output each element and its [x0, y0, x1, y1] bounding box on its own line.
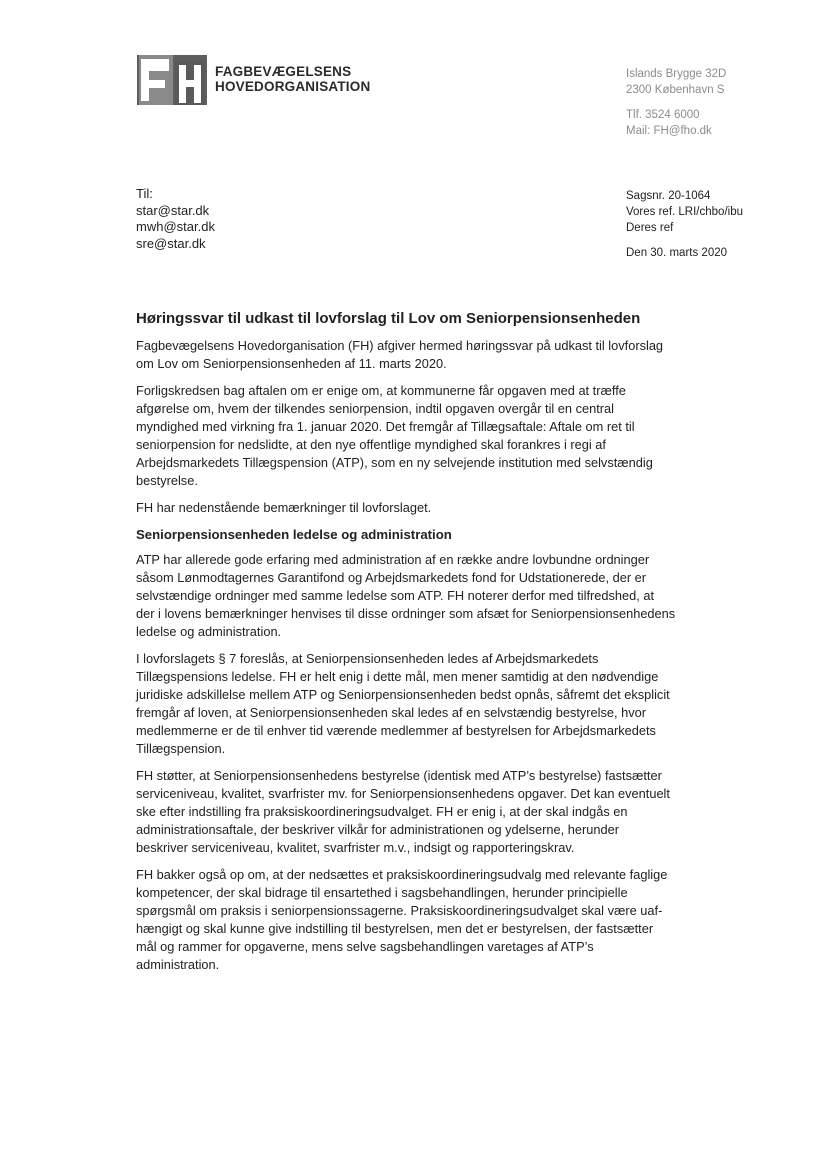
recipients: [136, 186, 215, 252]
sender-mail: Mail: FH@fho.dk: [626, 125, 712, 137]
sender-street: Islands Brygge 32D: [626, 68, 727, 80]
sender-address: [626, 66, 726, 139]
case-number: Sagsnr. 20-1064: [626, 190, 711, 202]
reference-block: [626, 188, 743, 261]
sender-phone: Tlf. 3524 6000: [626, 109, 700, 121]
section-heading: Seniorpensionsenheden ledelse og administration: [136, 527, 452, 542]
organization-name-line2: HOVEDORGANISATION: [215, 79, 371, 94]
sender-city: 2300 København S: [626, 84, 725, 96]
organization-name-line1: FAGBEVÆGELSENS: [215, 64, 352, 79]
paragraph-section-7: I lovforslagets § 7 foreslås, at Seniorpensionsenheden ledes af Arbejdsmarkedets Tillægspensions ledelse. FH er helt enig i dette mål, men mener samtidig at den nødvendige juridiske adskillelse mellem ATP og Seniorpensionsenheden bedst opnås, såfremt det eksplicit fremgår af loven, at Seniorpensionsenheden skal ledes af en selvstændig bestyrelse, hvor medlemmerne er de til enhver tid værende medlemmer af bestyrelsen for Arbejdsmarkedets Tillægspension.: [136, 651, 670, 756]
fh-logo-mark: [137, 55, 207, 105]
recipient-email: star@star.dk: [136, 202, 210, 218]
letter-title: Høringssvar til udkast til lovforslag til Lov om Seniorpensionsenheden: [136, 310, 641, 327]
paragraph-background: Forligskredsen bag aftalen om er enige om, at kommunerne får opgaven med at træffe afgørelse om, hvem der tilkendes seniorpension, indtil opgaven overgår til en central myndighed med virkning fra 1. januar 2020. Det fremgår af Tillægsaftale: Aftale om ret til seniorpension for nedslidte, at den nye offentlige myndighed skal forankres i regi af Arbejdsmarkedets Tillægspension (ATP), som en ny selvejende institution med selvstændig bestyrelse.: [136, 383, 653, 488]
paragraph-intro: Fagbevægelsens Hovedorganisation (FH) afgiver hermed høringssvar på udkast til lovforslag om Lov om Seniorpensionsenheden af 11. marts 2020.: [136, 338, 664, 371]
your-reference: Deres ref: [626, 222, 674, 234]
letter-body: [136, 310, 696, 983]
paragraph-board: FH støtter, at Seniorpensionsenhedens bestyrelse (identisk med ATP’s bestyrelse) fastsætter serviceniveau, kvalitet, svarfrister mv. for Seniorpensionsenhedens opgaver. Det kan eventuelt ske efter indstilling fra praksiskoordineringsudvalget. FH er enig i, at der skal indgås en administrationsaftale, der beskriver vilkår for administrationen og ydelserne, herunder beskriver serviceniveau, kvalitet, svarfrister m.v., indsigt og rapporteringskrav.: [136, 768, 670, 855]
recipient-email: sre@star.dk: [136, 235, 206, 251]
our-reference: Vores ref. LRI/chbo/ibu: [626, 206, 743, 218]
recipients-label: Til:: [136, 186, 153, 201]
paragraph-remarks-intro: FH har nedenstående bemærkninger til lovforslaget.: [136, 500, 432, 515]
recipient-email: mwh@star.dk: [136, 219, 215, 234]
organization-name: [215, 64, 435, 94]
paragraph-practice-committee: FH bakker også op om, at der nedsættes et praksiskoordineringsudvalg med relevante faglige kompetencer, der skal bidrage til ensartethed i sagsbehandlingen, herunder principielle spørgsmål om praksis i seniorpensionssagerne. Praksiskoordineringsudvalget skal være uaf- hængigt og skal kunne give indstilling til bestyrelsen, men det er bestyrelsen, der fastsætter mål og rammer for opgaverne, mens selve sagsbehandlingen varetages af ATP’s administration.: [136, 867, 668, 972]
paragraph-atp-experience: ATP har allerede gode erfaring med administration af en række andre lovbundne ordninger såsom Lønmodtagernes Garantifond og Arbejdsmarkedets fond for Udstationerede, der er selvstændige ordninger med samme ledelse som ATP. FH noterer derfor med tilfredshed, at der i lovens bemærkninger henvises til disse ordninger som afsæt for Seniorpensionsenhedens ledelse og administration.: [136, 552, 676, 639]
letter-date: Den 30. marts 2020: [626, 247, 728, 259]
